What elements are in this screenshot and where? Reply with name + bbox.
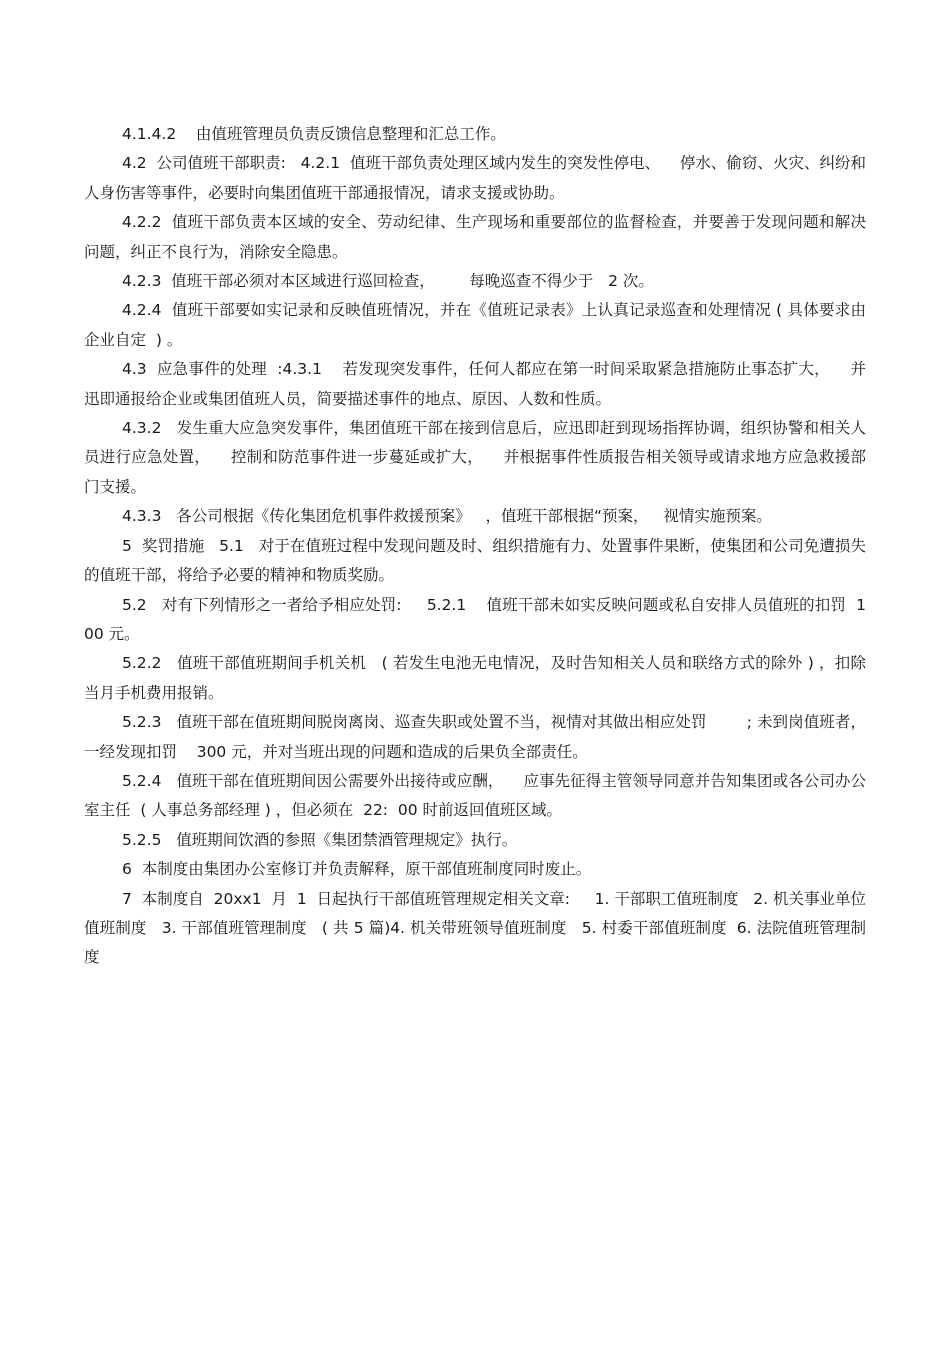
paragraph-4-1-4-2: 4.1.4.2 由值班管理员负责反馈信息整理和汇总工作。 <box>122 125 506 143</box>
document-body <box>84 120 866 973</box>
paragraph-7: 7 本制度自 20xx1 月 1 日起执行干部值班管理规定相关文章: 1. 干部职工值班制度 2. 机关事业单位值班制度 3. 干部值班管理制度 ( 共 5 篇)4. 机关带班领导值班制度 5. 村委干部值班制度 6. 法院值班管理制度 <box>84 889 866 967</box>
paragraph-4-2: 4.2 公司值班干部职责: 4.2.1 值班干部负责处理区域内发生的突发性停电、 停水、偷窃、火灾、纠纷和人身伤害等事件，必要时向集团值班干部通报情况，请求支援或协助。 <box>84 154 866 202</box>
paragraph-5-2-4: 5.2.4 值班干部在值班期间因公需要外出接待或应酬， 应事先征得主管领导同意并告知集团或各公司办公室主任 ( 人事总务部经理 ) ，但必须在 22: 00 时前返回值班区域。 <box>84 771 866 820</box>
paragraph-5: 5 奖罚措施 5.1 对于在值班过程中发现问题及时、组织措施有力、处置事件果断，使集团和公司免遭损失的值班干部，将给予必要的精神和物质奖励。 <box>84 536 866 585</box>
paragraph-4-3-2: 4.3.2 发生重大应急突发事件，集团值班干部在接到信息后，应迅即赶到现场指挥协调，组织协警和相关人员进行应急处置， 控制和防范事件进一步蔓延或扩大， 并根据事件性质报告相关领导或请求地方应急救援部门支援。 <box>84 419 866 496</box>
paragraph-4-2-3: 4.2.3 值班干部必须对本区域进行巡回检查， 每晚巡查不得少于 2 次。 <box>122 272 654 291</box>
paragraph-5-2-3: 5.2.3 值班干部在值班期间脱岗离岗、巡查失职或处置不当，视情对其做出相应处罚 ; 未到岗值班者，一经发现扣罚 300 元，并对当班出现的问题和造成的后果负全部责任。 <box>84 713 866 761</box>
paragraph-6: 6 本制度由集团办公室修订并负责解释，原干部值班制度同时废止。 <box>122 860 592 879</box>
paragraph-4-2-2: 4.2.2 值班干部负责本区域的安全、劳动纪律、生产现场和重要部位的监督检查，并要善于发现问题和解决问题，纠正不良行为，消除安全隐患。 <box>84 213 866 261</box>
paragraph-5-2-5: 5.2.5 值班期间饮酒的参照《集团禁酒管理规定》执行。 <box>122 830 518 849</box>
paragraph-4-3: 4.3 应急事件的处理 :4.3.1 若发现突发事件，任何人都应在第一时间采取紧急措施防止事态扩大， 并迅即通报给企业或集团值班人员，简要描述事件的地点、原因、人数和性质。 <box>84 360 866 408</box>
paragraph-4-2-4: 4.2.4 值班干部要如实记录和反映值班情况，并在《值班记录表》上认真记录巡查和处理情况 ( 具体要求由企业自定 ) 。 <box>84 301 866 349</box>
paragraph-5-2: 5.2 对有下列情形之一者给予相应处罚: 5.2.1 值班干部未如实反映问题或私自安排人员值班的扣罚 100 元。 <box>84 595 866 643</box>
paragraph-5-2-2: 5.2.2 值班干部值班期间手机关机 ( 若发生电池无电情况，及时告知相关人员和联络方式的除外 ) ，扣除当月手机费用报销。 <box>84 654 866 702</box>
paragraph-4-3-3: 4.3.3 各公司根据《传化集团危机事件救援预案》 ，值班干部根据“预案， 视情实施预案。 <box>122 507 772 526</box>
